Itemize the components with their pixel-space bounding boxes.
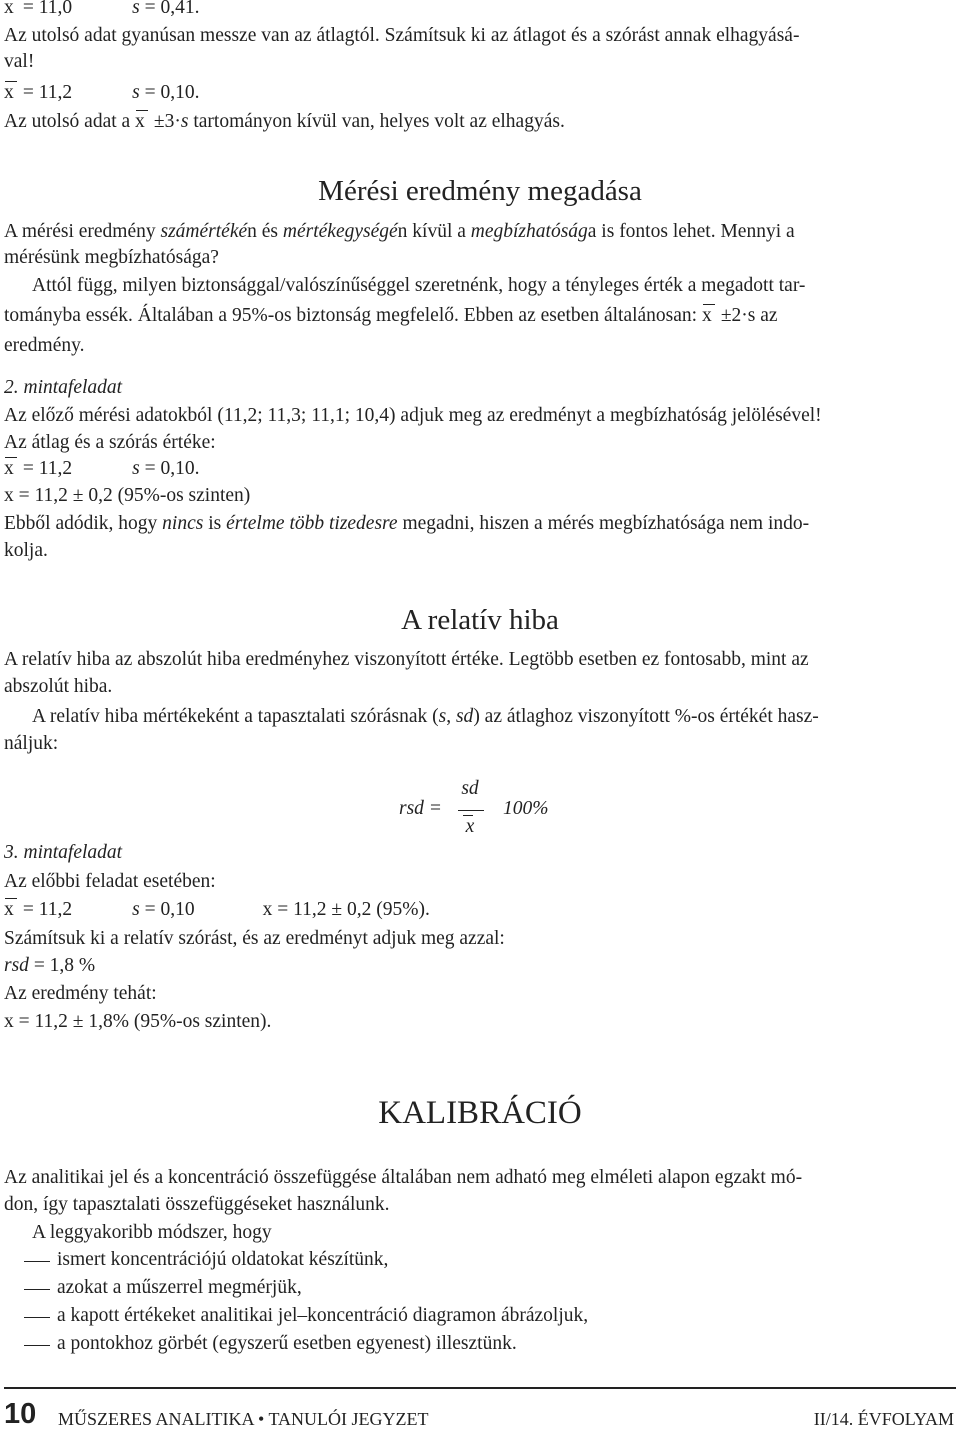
list-item: ismert koncentrációjú oldatokat készítünk, [57, 1249, 389, 1270]
paragraph-line: Attól függ, milyen biztonsággal/valószínűséggel szeretnénk, hogy a tényleges érték a megadott tar- [32, 275, 806, 296]
rsd-formula [0, 770, 960, 850]
paragraph-line: A leggyakoribb módszer, hogy [32, 1222, 272, 1243]
paragraph-line: Az utolsó adat a x ±3·s tartományon kívül van, helyes volt az elhagyás. [4, 109, 954, 135]
example-title: 2. mintafeladat [4, 377, 123, 398]
paragraph-line: tományba essék. Általában a 95%-os biztonság megfelelő. Ebben az esetben általánosan: x ±2·s az [4, 303, 954, 329]
paragraph-line: A mérési eredmény számértékén és mértékegységén kívül a megbízhatósága is fontos lehet. Mennyi a [4, 221, 795, 242]
example-title: 3. mintafeladat [4, 842, 123, 863]
mean-std-line: x = 11,2 s = 0,10 x = 11,2 ± 0,2 (95%). [4, 897, 954, 923]
x-bar-symbol [4, 80, 18, 106]
paragraph-line: eredmény. [4, 335, 85, 356]
list-item: azokat a műszerrel megmérjük, [57, 1277, 302, 1298]
list-item: a pontokhoz görbét (egyszerű esetben egyenest) illesztünk. [57, 1333, 517, 1354]
section-heading: KALIBRÁCIÓ [378, 1095, 582, 1131]
list-dash [24, 1261, 50, 1262]
paragraph-line: val! [4, 51, 35, 72]
paragraph-line: Az előző mérési adatokból (11,2; 11,3; 11,1; 10,4) adjuk meg az eredményt a megbízhatóság jelölésével! [4, 405, 822, 426]
mean-std-line: x = 11,2 s = 0,10. [4, 456, 954, 482]
paragraph-line: kolja. [4, 540, 48, 561]
footer-grade: II/14. ÉVFOLYAM [813, 1409, 954, 1429]
paragraph-line: Az átlag és a szórás értéke: [4, 432, 216, 453]
section-heading: A relatív hiba [401, 604, 559, 636]
paragraph-line: x = 11,2 ± 0,2 (95%-os szinten) [4, 485, 251, 506]
paragraph-line: abszolút hiba. [4, 676, 113, 697]
list-dash [24, 1317, 50, 1318]
page-number: 10 [4, 1398, 37, 1430]
formula-denominator: x [465, 816, 475, 837]
paragraph-line: x = 11,2 ± 1,8% (95%-os szinten). [4, 1011, 272, 1032]
formula-rhs: 100% [503, 798, 549, 819]
mean-std-line-1: x = 11,0 s = 0,41. [4, 0, 954, 21]
footer-rule [4, 1387, 956, 1389]
formula-lhs: rsd = [399, 798, 442, 819]
list-dash [24, 1289, 50, 1290]
paragraph-line: Az eredmény tehát: [4, 983, 157, 1004]
paragraph-line: rsd = 1,8 % [4, 955, 96, 976]
paragraph-line: A relatív hiba az abszolút hiba eredményhez viszonyított értéke. Legtöbb esetben ez fontosabb, mint az [4, 649, 809, 670]
paragraph-line: náljuk: [4, 733, 59, 754]
x-bar-symbol [4, 0, 18, 21]
footer-book-title: MŰSZERES ANALITIKA • TANULÓI JEGYZET [58, 1409, 429, 1429]
x-bar-symbol [135, 109, 149, 135]
paragraph-line: A relatív hiba mértékeként a tapasztalati szórásnak (s, sd) az átlaghoz viszonyított %-os értékét hasz- [32, 706, 819, 727]
list-dash [24, 1345, 50, 1346]
section-heading: Mérési eredmény megadása [318, 175, 642, 207]
x-bar-symbol [4, 897, 18, 923]
paragraph-line: Számítsuk ki a relatív szórást, és az eredményt adjuk meg azzal: [4, 928, 505, 949]
paragraph-line: Az analitikai jel és a koncentráció összefüggése általában nem adható meg elméleti alapon egzakt mó- [4, 1167, 803, 1188]
paragraph-line: Ebből adódik, hogy nincs is értelme több tizedesre megadni, hiszen a mérés megbízhatósága nem indo- [4, 513, 810, 534]
fraction-bar [458, 810, 484, 811]
paragraph-line: Az utolsó adat gyanúsan messze van az átlagtól. Számítsuk ki az átlagot és a szórást annak elhagyásá- [4, 25, 800, 46]
paragraph-line: don, így tapasztalati összefüggéseket használunk. [4, 1194, 390, 1215]
paragraph-line: Az előbbi feladat esetében: [4, 871, 216, 892]
x-bar-symbol [702, 303, 716, 329]
formula-numerator: sd [461, 778, 479, 799]
paragraph-line: mérésünk megbízhatósága? [4, 247, 219, 268]
list-item: a kapott értékeket analitikai jel–koncentráció diagramon ábrázoljuk, [57, 1305, 589, 1326]
mean-std-line-2: x = 11,2 s = 0,10. [4, 80, 954, 106]
x-bar-symbol [4, 456, 18, 482]
